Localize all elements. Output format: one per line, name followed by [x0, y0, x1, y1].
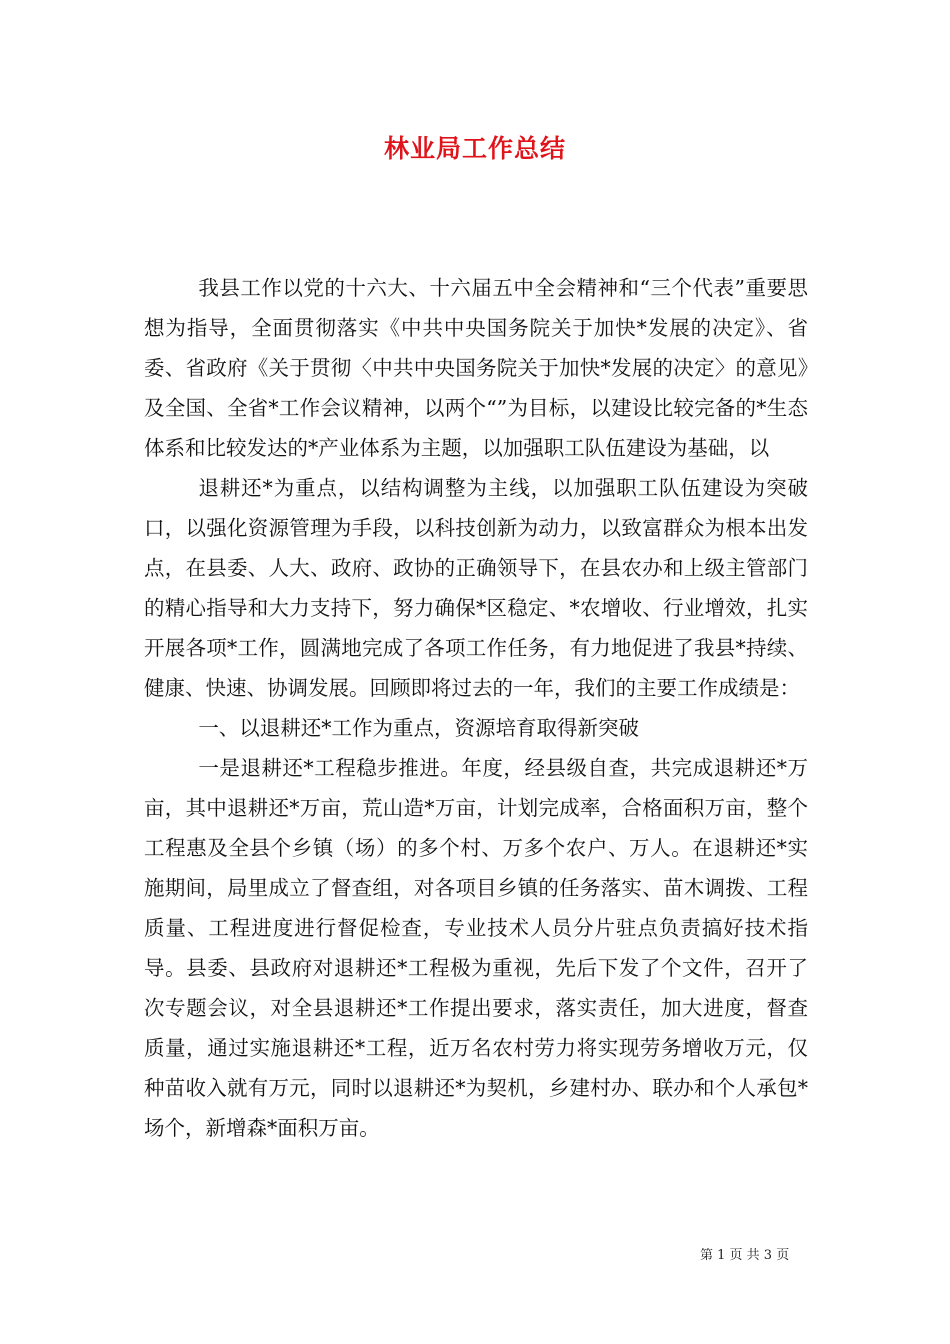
section-heading-1: 一、以退耕还*工作为重点，资源培育取得新突破: [198, 716, 640, 740]
document-body: [144, 268, 808, 1148]
paragraph-grain-to-green: 一是退耕还*工程稳步推进。年度，经县级自查，共完成退耕还*万亩，其中退耕还*万亩，荒山造*万亩，计划完成率，合格面积万亩，整个工程惠及全县个乡镇（场）的多个村、万多个农户、万人。在退耕还*实施期间，局里成立了督查组，对各项目乡镇的任务落实、苗木调拨、工程质量、工程进度进行督促检查，专业技术人员分片驻点负责搞好技术指导。县委、县政府对退耕还*工程极为重视，先后下发了个文件，召开了次专题会议，对全县退耕还*工作提出要求，落实责任，加大进度，督查质量，通过实施退耕还*工程，近万名农村劳力将实现劳务增收万元，仅种苗收入就有万元，同时以退耕还*为契机，乡建村办、联办和个人承包*场个，新增森*面积万亩。: [144, 756, 808, 1140]
page-number: 第 1 页 共 3 页: [700, 1248, 790, 1263]
paragraph-focus: 退耕还*为重点，以结构调整为主线，以加强职工队伍建设为突破口，以强化资源管理为手段，以科技创新为动力，以致富群众为根本出发点，在县委、人大、政府、政协的正确领导下，在县农办和上级主管部门的精心指导和大力支持下，努力确保*区稳定、*农增收、行业增效，扎实开展各项*工作，圆满地完成了各项工作任务，有力地促进了我县*持续、健康、快速、协调发展。回顾即将过去的一年，我们的主要工作成绩是：: [144, 476, 808, 700]
document-title: 林业局工作总结: [383, 134, 566, 163]
paragraph-intro: 我县工作以党的十六大、十六届五中全会精神和“三个代表”重要思想为指导，全面贯彻落实《中共中央国务院关于加快*发展的决定》、省委、省政府《关于贯彻〈中共中央国务院关于加快*发展的决定〉的意见》及全国、全省*工作会议精神，以两个“”为目标，以建设比较完备的*生态体系和比较发达的*产业体系为主题，以加强职工队伍建设为基础，以: [144, 276, 808, 460]
